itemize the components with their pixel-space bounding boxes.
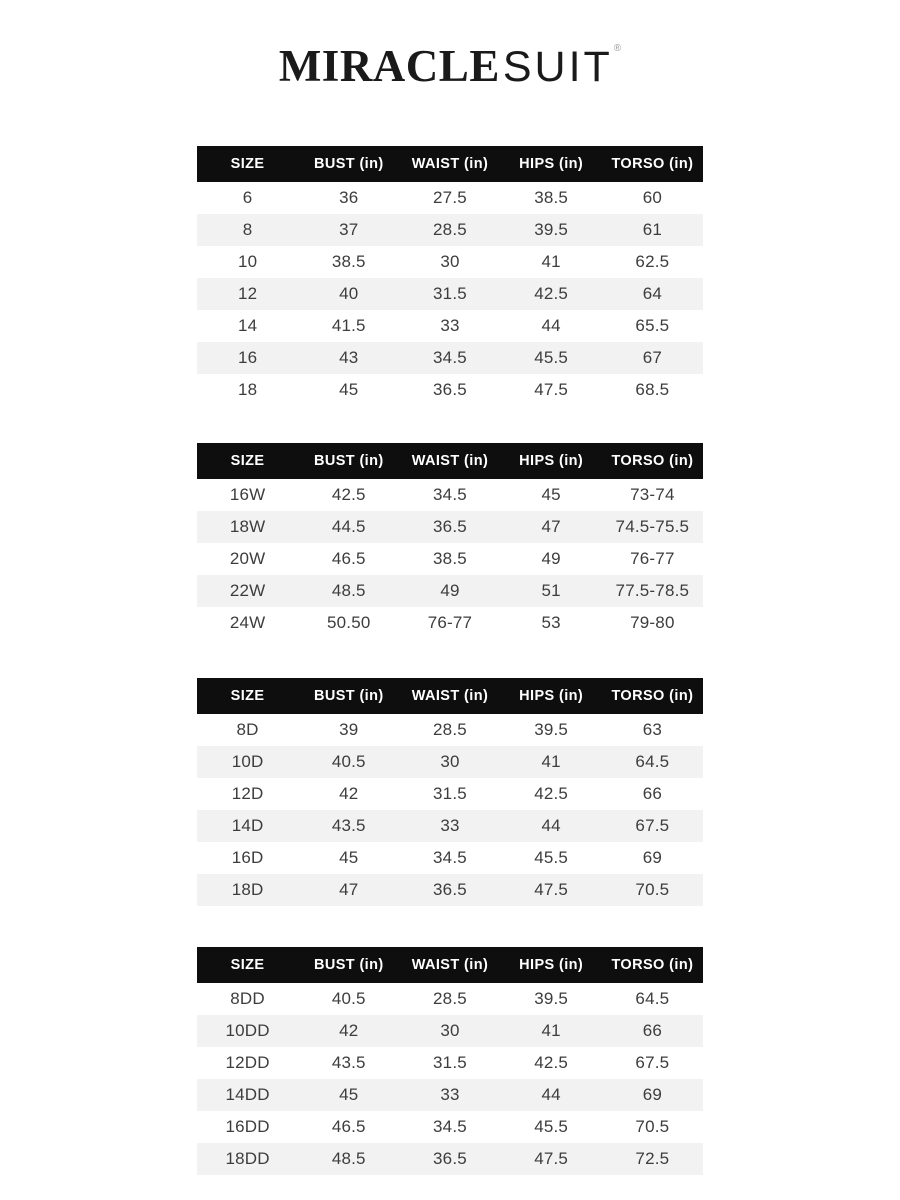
table-cell: 41 bbox=[541, 252, 561, 271]
table-cell: 43.5 bbox=[298, 810, 399, 842]
logo-text-suit: SUIT bbox=[502, 43, 613, 91]
table-row bbox=[197, 374, 703, 406]
header-row bbox=[197, 678, 703, 714]
column-header: TORSO (in) bbox=[602, 678, 703, 714]
table-cell: 64 bbox=[602, 278, 703, 310]
column-header: HIPS (in) bbox=[501, 443, 602, 479]
table-cell: 43.5 bbox=[331, 1053, 366, 1072]
table-row bbox=[197, 1015, 703, 1047]
table-cell: 45.5 bbox=[534, 848, 569, 867]
table-cell: 42 bbox=[298, 1015, 399, 1047]
table-cell: 42.5 bbox=[534, 1053, 569, 1072]
column-header: SIZE bbox=[197, 146, 298, 182]
table-cell: 31.5 bbox=[433, 1053, 467, 1072]
table-cell: 45 bbox=[339, 848, 359, 867]
table-cell: 67.5 bbox=[635, 1053, 670, 1072]
table-cell: 49 bbox=[541, 549, 561, 568]
size-table-misses bbox=[197, 146, 703, 406]
table-row bbox=[197, 479, 703, 511]
brand-logo bbox=[0, 41, 900, 91]
table-cell: 45.5 bbox=[501, 342, 602, 374]
table-cell: 69 bbox=[642, 848, 663, 867]
table-cell: 8 bbox=[197, 214, 298, 246]
table-cell: 60 bbox=[642, 188, 663, 207]
table-cell: 36.5 bbox=[433, 380, 467, 399]
size-table-womens-plus bbox=[197, 443, 703, 639]
table-cell: 39 bbox=[339, 720, 359, 739]
table-cell: 42.5 bbox=[534, 784, 569, 803]
table-row bbox=[197, 842, 703, 874]
table-cell: 47 bbox=[298, 874, 399, 906]
column-header: HIPS (in) bbox=[501, 146, 602, 182]
table-cell: 62.5 bbox=[635, 252, 670, 271]
table-cell: 47.5 bbox=[501, 874, 602, 906]
table-cell: 14DD bbox=[197, 1079, 298, 1111]
table-cell: 39.5 bbox=[534, 989, 569, 1008]
table-cell: 48.5 bbox=[298, 1143, 399, 1175]
column-header: TORSO (in) bbox=[602, 146, 703, 182]
column-header: SIZE bbox=[197, 678, 298, 714]
table-row bbox=[197, 1079, 703, 1111]
column-header: SIZE bbox=[197, 947, 298, 983]
table-cell: 42.5 bbox=[501, 278, 602, 310]
table-cell: 12D bbox=[231, 784, 264, 803]
table-row bbox=[197, 575, 703, 607]
registered-trademark-icon: ® bbox=[613, 43, 622, 54]
table-cell: 30 bbox=[399, 746, 500, 778]
table-cell: 10 bbox=[237, 252, 258, 271]
table-cell: 22W bbox=[197, 575, 298, 607]
table-cell: 74.5-75.5 bbox=[602, 511, 703, 543]
table-cell: 6 bbox=[242, 188, 253, 207]
table-cell: 40.5 bbox=[298, 746, 399, 778]
table-cell: 39.5 bbox=[534, 720, 569, 739]
column-header: HIPS (in) bbox=[501, 678, 602, 714]
table-cell: 44 bbox=[501, 810, 602, 842]
table-cell: 28.5 bbox=[399, 214, 500, 246]
column-header: SIZE bbox=[197, 443, 298, 479]
table-row bbox=[197, 511, 703, 543]
table-cell: 70.5 bbox=[635, 1117, 670, 1136]
table-cell: 45 bbox=[541, 485, 561, 504]
table-cell: 36.5 bbox=[399, 1143, 500, 1175]
table-cell: 51 bbox=[501, 575, 602, 607]
table-row bbox=[197, 1111, 703, 1143]
table-cell: 28.5 bbox=[433, 720, 467, 739]
table-cell: 27.5 bbox=[433, 188, 467, 207]
table-row bbox=[197, 746, 703, 778]
column-header: WAIST (in) bbox=[399, 443, 500, 479]
column-header: BUST (in) bbox=[298, 678, 399, 714]
table-cell: 10D bbox=[197, 746, 298, 778]
column-header: WAIST (in) bbox=[399, 678, 500, 714]
header-row bbox=[197, 443, 703, 479]
table-cell: 44 bbox=[541, 316, 561, 335]
table-cell: 47.5 bbox=[501, 1143, 602, 1175]
table-cell: 43 bbox=[298, 342, 399, 374]
table-cell: 42.5 bbox=[331, 485, 366, 504]
table-cell: 36.5 bbox=[399, 511, 500, 543]
table-cell: 67.5 bbox=[602, 810, 703, 842]
table-cell: 38.5 bbox=[331, 252, 366, 271]
table-cell: 41.5 bbox=[331, 316, 366, 335]
table-cell: 34.5 bbox=[433, 848, 467, 867]
table-cell: 70.5 bbox=[602, 874, 703, 906]
table-cell: 18D bbox=[197, 874, 298, 906]
table-cell: 45 bbox=[339, 380, 359, 399]
table-cell: 30 bbox=[440, 252, 460, 271]
size-chart-table bbox=[197, 146, 703, 406]
size-table-d-cup bbox=[197, 678, 703, 906]
table-cell: 18W bbox=[197, 511, 298, 543]
table-row bbox=[197, 246, 703, 278]
table-cell: 34.5 bbox=[433, 1117, 467, 1136]
table-cell: 37 bbox=[298, 214, 399, 246]
table-cell: 31.5 bbox=[433, 784, 467, 803]
column-header: BUST (in) bbox=[298, 146, 399, 182]
table-cell: 36 bbox=[339, 188, 359, 207]
table-cell: 45.5 bbox=[534, 1117, 569, 1136]
header-row bbox=[197, 146, 703, 182]
table-cell: 40.5 bbox=[331, 989, 366, 1008]
table-cell: 47.5 bbox=[534, 380, 569, 399]
table-cell: 33 bbox=[399, 1079, 500, 1111]
table-cell: 53 bbox=[541, 613, 561, 632]
table-row bbox=[197, 214, 703, 246]
table-cell: 28.5 bbox=[433, 989, 467, 1008]
table-cell: 50.50 bbox=[327, 613, 371, 632]
table-cell: 16W bbox=[229, 485, 266, 504]
table-row bbox=[197, 778, 703, 810]
table-row bbox=[197, 342, 703, 374]
table-cell: 38.5 bbox=[534, 188, 569, 207]
column-header: WAIST (in) bbox=[399, 947, 500, 983]
table-row bbox=[197, 714, 703, 746]
size-table-dd-cup bbox=[197, 947, 703, 1175]
table-row bbox=[197, 983, 703, 1015]
table-cell: 76-77 bbox=[427, 613, 473, 632]
table-row bbox=[197, 607, 703, 639]
table-cell: 44 bbox=[501, 1079, 602, 1111]
table-cell: 36.5 bbox=[399, 874, 500, 906]
table-cell: 18DD bbox=[197, 1143, 298, 1175]
table-cell: 33 bbox=[399, 810, 500, 842]
table-cell: 63 bbox=[642, 720, 663, 739]
column-header: TORSO (in) bbox=[602, 443, 703, 479]
table-row bbox=[197, 278, 703, 310]
table-cell: 20W bbox=[229, 549, 266, 568]
table-cell: 46.5 bbox=[331, 549, 366, 568]
table-cell: 41 bbox=[501, 746, 602, 778]
table-cell: 69 bbox=[602, 1079, 703, 1111]
table-cell: 44.5 bbox=[298, 511, 399, 543]
table-cell: 16 bbox=[197, 342, 298, 374]
table-row bbox=[197, 874, 703, 906]
header-row bbox=[197, 947, 703, 983]
table-cell: 49 bbox=[399, 575, 500, 607]
table-cell: 42 bbox=[339, 784, 359, 803]
column-header: BUST (in) bbox=[298, 947, 399, 983]
logo-text-miracle: MIRACLE bbox=[278, 41, 500, 91]
table-cell: 77.5-78.5 bbox=[602, 575, 703, 607]
column-header: WAIST (in) bbox=[399, 146, 500, 182]
table-cell: 31.5 bbox=[399, 278, 500, 310]
table-cell: 65.5 bbox=[635, 316, 670, 335]
table-cell: 24W bbox=[229, 613, 266, 632]
table-row bbox=[197, 182, 703, 214]
table-cell: 73-74 bbox=[630, 485, 675, 504]
size-chart-table bbox=[197, 678, 703, 906]
table-cell: 38.5 bbox=[433, 549, 467, 568]
table-cell: 66 bbox=[602, 1015, 703, 1047]
table-cell: 41 bbox=[501, 1015, 602, 1047]
table-cell: 66 bbox=[642, 784, 663, 803]
table-row bbox=[197, 1047, 703, 1079]
table-cell: 39.5 bbox=[501, 214, 602, 246]
table-cell: 46.5 bbox=[331, 1117, 366, 1136]
table-cell: 68.5 bbox=[635, 380, 670, 399]
table-row bbox=[197, 310, 703, 342]
table-cell: 8D bbox=[236, 720, 259, 739]
table-cell: 10DD bbox=[197, 1015, 298, 1047]
table-cell: 16DD bbox=[225, 1117, 270, 1136]
table-cell: 12 bbox=[197, 278, 298, 310]
table-cell: 40 bbox=[298, 278, 399, 310]
table-cell: 16D bbox=[231, 848, 264, 867]
table-cell: 45 bbox=[298, 1079, 399, 1111]
table-cell: 14 bbox=[237, 316, 258, 335]
table-cell: 18 bbox=[237, 380, 258, 399]
table-cell: 33 bbox=[440, 316, 460, 335]
table-cell: 30 bbox=[399, 1015, 500, 1047]
table-cell: 64.5 bbox=[635, 989, 670, 1008]
table-cell: 14D bbox=[197, 810, 298, 842]
table-cell: 61 bbox=[602, 214, 703, 246]
column-header: BUST (in) bbox=[298, 443, 399, 479]
table-cell: 34.5 bbox=[433, 485, 467, 504]
table-cell: 76-77 bbox=[630, 549, 675, 568]
table-cell: 64.5 bbox=[602, 746, 703, 778]
table-row bbox=[197, 1143, 703, 1175]
column-header: TORSO (in) bbox=[602, 947, 703, 983]
size-chart-table bbox=[197, 443, 703, 639]
table-cell: 72.5 bbox=[602, 1143, 703, 1175]
table-cell: 48.5 bbox=[298, 575, 399, 607]
table-cell: 8DD bbox=[230, 989, 265, 1008]
size-chart-table bbox=[197, 947, 703, 1175]
table-cell: 47 bbox=[501, 511, 602, 543]
column-header: HIPS (in) bbox=[501, 947, 602, 983]
table-cell: 34.5 bbox=[399, 342, 500, 374]
table-cell: 79-80 bbox=[630, 613, 675, 632]
table-row bbox=[197, 543, 703, 575]
table-row bbox=[197, 810, 703, 842]
table-cell: 12DD bbox=[225, 1053, 270, 1072]
table-cell: 67 bbox=[602, 342, 703, 374]
